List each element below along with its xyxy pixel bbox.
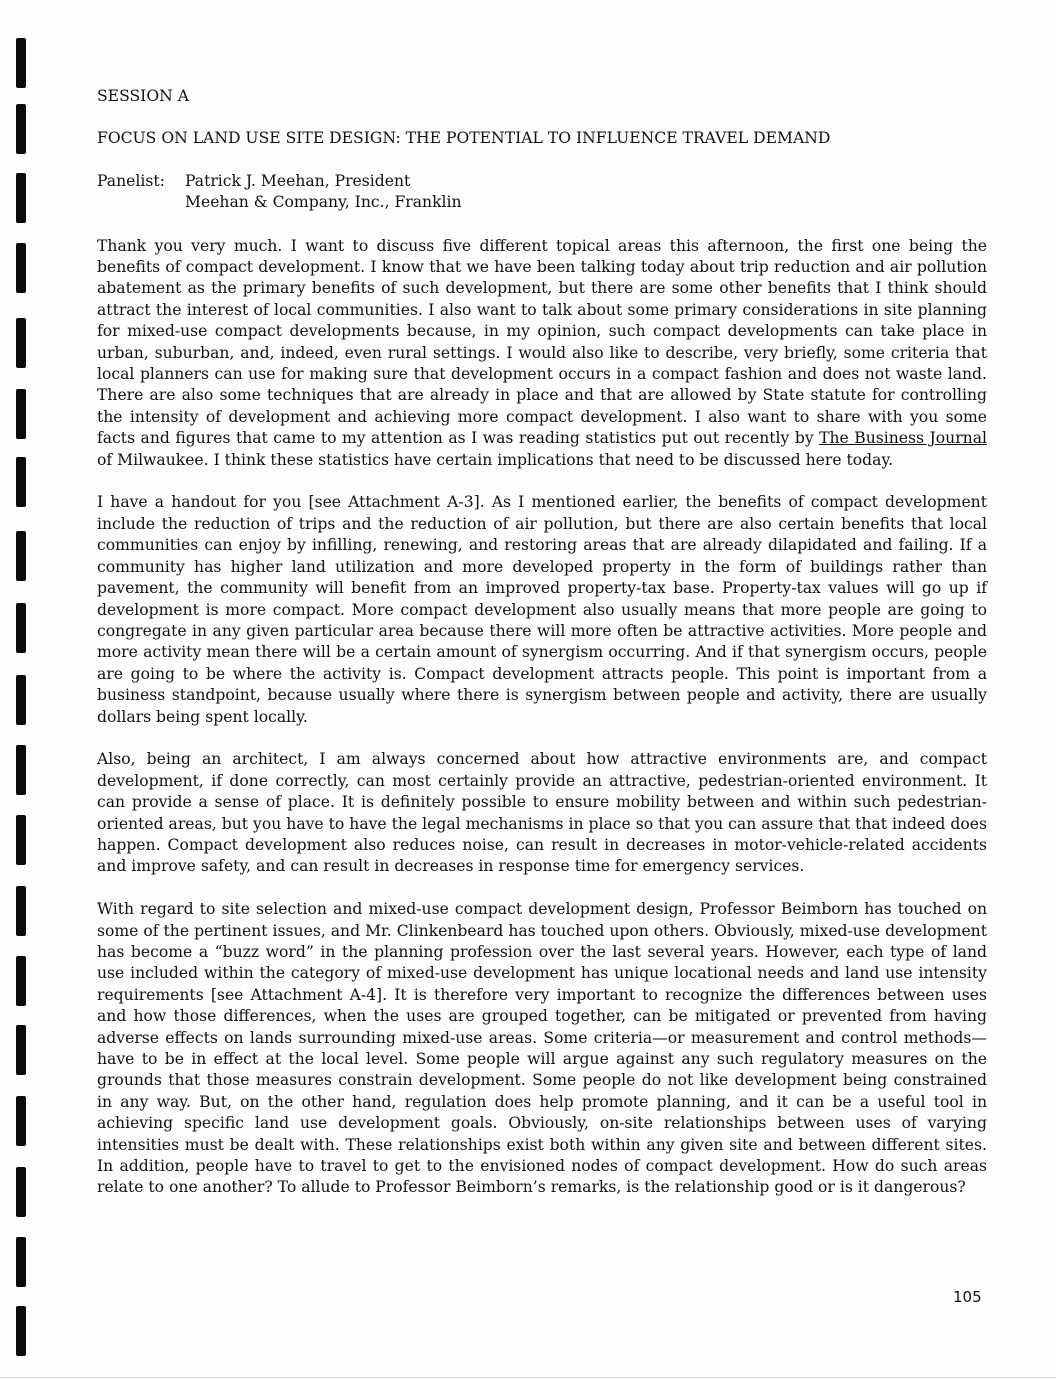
binding-mark — [16, 243, 26, 293]
page-title: FOCUS ON LAND USE SITE DESIGN: THE POTENTIAL TO INFLUENCE TRAVEL DEMAND — [97, 129, 831, 148]
binding-mark — [16, 38, 26, 88]
binding-mark — [16, 1306, 26, 1356]
paragraph-1-text-b: of Milwaukee. I think these statistics have certain implications that need to be discussed here today. — [97, 450, 894, 469]
panelist-label: Panelist: — [97, 171, 165, 190]
paragraph-4: With regard to site selection and mixed-use compact development design, Professor Beimborn has touched on some of the pertinent issues, and Mr. Clinkenbeard has touched upon others. Obviously, mixed-use development has become a “buzz word” in the planning profession over the last several years. However, each type of land use included within the category of mixed-use development has unique locational needs and land use intensity requirements [see Attachment A-4]. It is therefore very important to recognize the differences between uses and how those differences, when the uses are grouped together, can be mitigated or prevented from having adverse effects on lands surrounding mixed-use areas. Some criteria—or measurement and control methods—have to be in effect at the local level. Some people will argue against any such regulatory measures on the grounds that those measures constrain development. Some people do not like development being constrained in any way. But, on the other hand, regulation does help promote planning, and it can be a useful tool in achieving specific land use development goals. Obviously, on-site relationships between uses of varying intensities must be dealt with. These relationships exist both within any given site and between different sites. In addition, people have to travel to get to the envisioned nodes of compact development. How do such areas relate to one another? To allude to Professor Beimborn’s remarks, is the relationship good or is it dangerous? — [97, 900, 987, 1197]
binding-mark — [16, 1167, 26, 1217]
page-number: 105 — [953, 1288, 982, 1306]
panelist-details — [185, 171, 462, 214]
binding-mark — [16, 745, 26, 795]
paragraph-1-text-a: Thank you very much. I want to discuss five different topical areas this afternoon, the first one being the benefits of compact development. I know that we have been talking today about trip reduction and air pollution abatement as the primary benefits of such development, but there are some other benefits that I think should attract the interest of local communities. I also want to talk about some primary considerations in site planning for mixed-use compact developments because, in my opinion, such compact developments can take place in urban, suburban, and, indeed, even rural settings. I would also like to describe, very briefly, some criteria that local planners can use for making sure that development occurs in a compact fashion and does not waste land. There are also some techniques that are already in place and that are allowed by State statute for controlling the intensity of development and achieving more compact development. I also want to share with you some facts and figures that came to my attention as I was reading statistics put out recently by — [97, 236, 987, 448]
panelist-block — [97, 171, 987, 214]
paragraph-3: Also, being an architect, I am always concerned about how attractive environments are, and compact development, if done correctly, can most certainly provide an attractive, pedestrian-oriented environment. It can provide a sense of place. It is definitely possible to ensure mobility between and within such pedestrian-oriented areas, but you have to have the legal mechanisms in place so that you can assure that that indeed does happen. Compact development also reduces noise, can result in decreases in motor-vehicle-related accidents and improve safety, and can result in decreases in response time for emergency services. — [97, 750, 987, 876]
binding-mark — [16, 815, 26, 865]
paragraph-1 — [97, 236, 987, 471]
binding-mark — [16, 1237, 26, 1287]
binding-mark — [16, 956, 26, 1006]
binding-mark — [16, 1025, 26, 1075]
panelist-company: Meehan & Company, Inc., Franklin — [185, 193, 462, 212]
binding-mark — [16, 104, 26, 154]
binding-holes — [16, 0, 30, 1380]
binding-mark — [16, 389, 26, 439]
binding-mark — [16, 457, 26, 507]
paragraph-2: I have a handout for you [see Attachment A-3]. As I mentioned earlier, the benefits of compact development include the reduction of trips and the reduction of air pollution, but there are also certain benefits that local communities can enjoy by infilling, renewing, and restoring areas that are already dilapidated and failing. If a community has higher land utilization and more developed property in the form of buildings rather than pavement, the community will benefit from an improved property-tax base. Property-tax values will go up if development is more compact. More compact development also usually means that more people are going to congregate in any given particular area because there will more often be attractive activities. More people and more activity mean there will be a certain amount of synergism occurring. And if that synergism occurs, people are going to be where the activity is. Compact development attracts people. This point is important from a business standpoint, because usually where there is synergism between people and activity, there are usually dollars being spent locally. — [97, 493, 987, 726]
binding-mark — [16, 1096, 26, 1146]
session-heading: SESSION A — [97, 87, 189, 105]
document-body — [97, 86, 987, 1220]
binding-mark — [16, 886, 26, 936]
binding-mark — [16, 173, 26, 223]
binding-mark — [16, 675, 26, 725]
binding-mark — [16, 531, 26, 581]
panelist-name: Patrick J. Meehan, President — [185, 171, 411, 190]
journal-title: The Business Journal — [819, 429, 987, 448]
bottom-edge-line — [0, 1377, 1056, 1378]
binding-mark — [16, 318, 26, 368]
binding-mark — [16, 603, 26, 653]
